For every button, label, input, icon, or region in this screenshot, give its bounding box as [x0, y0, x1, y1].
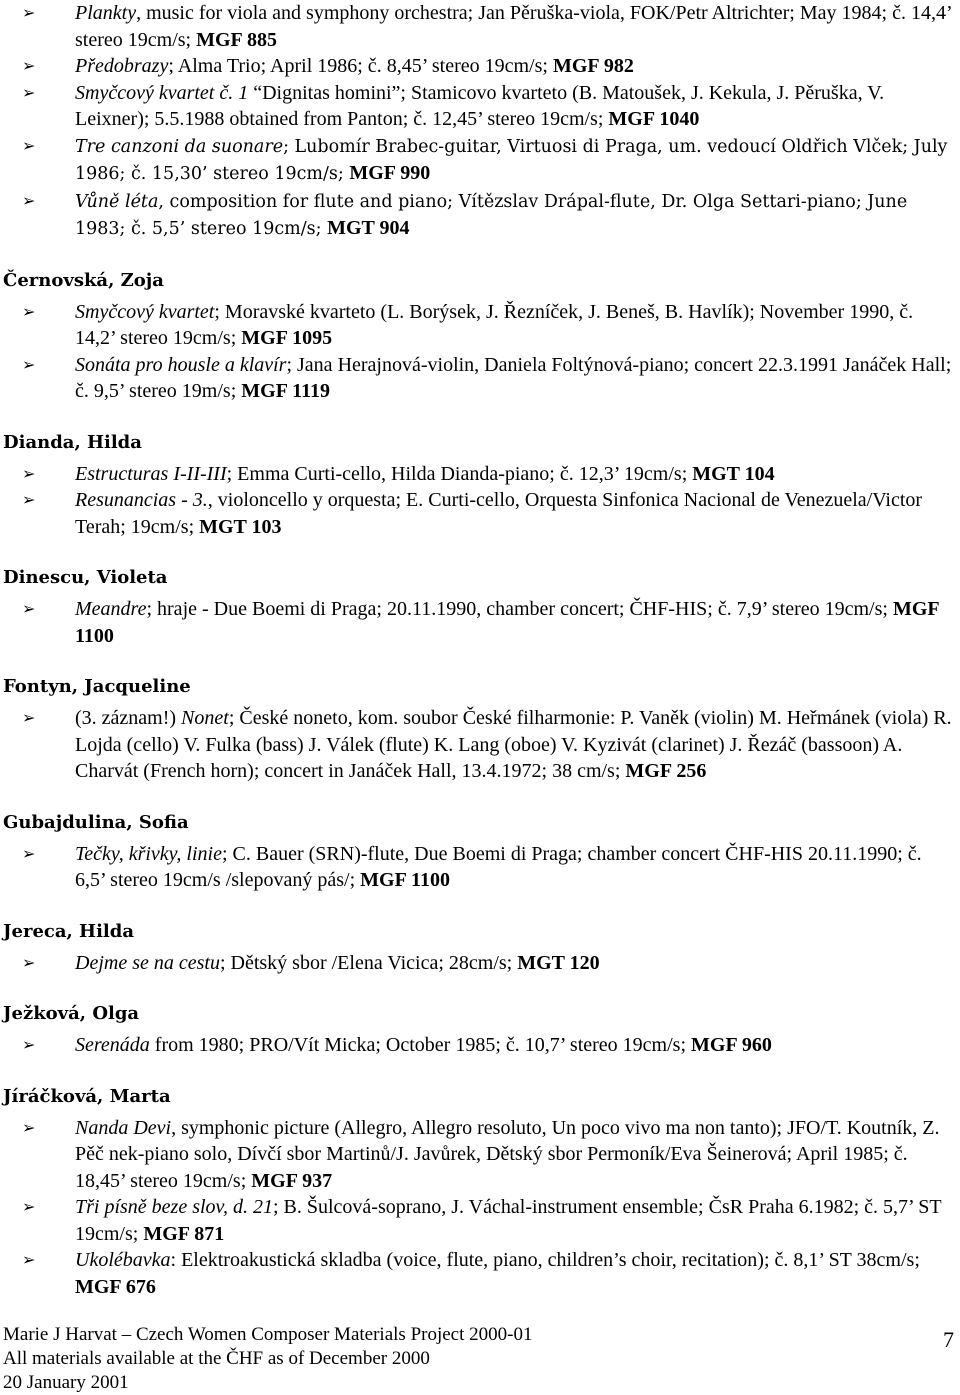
work-title: Smyčcový kvartet č. 1: [75, 81, 249, 104]
work-details: ; Dětský sbor /Elena Vicica; 28cm/s;: [219, 951, 518, 974]
work-title: Předobrazy: [75, 55, 169, 77]
composer-name: Dianda, Hilda: [3, 431, 142, 453]
work-details: , composition for flute and piano; Vítězslav Drápal-flute, Dr. Olga Settari-piano; June 1983; č. 5,5’ stereo 19cm/s;: [75, 191, 908, 239]
footer-availability-line: All materials available at the ČHF as of December 2000: [3, 1348, 430, 1369]
page-number: 7: [943, 1327, 954, 1352]
work-entry: [0, 596, 960, 649]
work-details: ; Emma Curti-cello, Hilda Dianda-piano; č. 12,3’ 19cm/s;: [226, 462, 693, 485]
work-details: ; hraje - Due Boemi di Praga; 20.11.1990, chamber concert; ČHF-HIS; č. 7,9’ stereo 19cm/s;: [146, 598, 893, 620]
work-details: ; B. Šulcová-soprano, J. Váchal-instrument ensemble; ČsR Praha 6.1982; č. 5,7’ ST 19cm/s;: [75, 1196, 942, 1245]
arrow-bullet-icon: ➢: [22, 82, 36, 102]
work-entry: [0, 299, 960, 352]
catalog-number: MGF 960: [691, 1034, 772, 1056]
footer-project-line: Marie J Harvat – Czech Women Composer Materials Project 2000-01: [3, 1324, 533, 1345]
catalog-number: MGF 937: [251, 1169, 333, 1192]
work-entry: [0, 188, 960, 243]
work-details: ; Alma Trio; April 1986; č. 8,45’ stereo 19cm/s;: [168, 55, 553, 77]
arrow-bullet-icon: ➢: [22, 463, 36, 483]
work-entry: [0, 53, 960, 80]
composer-section: [0, 430, 960, 541]
composer-list: [0, 268, 960, 1301]
catalog-number: MGF 1040: [608, 108, 700, 130]
arrow-bullet-icon: ➢: [22, 599, 36, 618]
arrow-bullet-icon: ➢: [22, 490, 36, 509]
work-entry: [0, 1247, 960, 1300]
work-entry: [0, 352, 960, 405]
arrow-bullet-icon: ➢: [22, 301, 36, 321]
composer-name: Dinescu, Violeta: [3, 567, 168, 588]
work-title: Nanda Devi: [75, 1116, 172, 1139]
work-entry: [0, 705, 960, 785]
work-title: Nonet: [181, 707, 229, 729]
composer-section: [0, 565, 960, 649]
composer-name: Černovská, Zoja: [3, 269, 164, 291]
composer-section: [0, 1001, 960, 1059]
work-details: ; Lubomír Brabec-guitar, Virtuosi di Praga, um. vedoucí Oldřich Vlček; July 1986; č. 15,30’ stereo 19cm/s;: [75, 136, 948, 184]
work-entry: [0, 133, 960, 188]
catalog-number: MGF 871: [143, 1222, 225, 1245]
work-details: , music for viola and symphony orchestra; Jan Pěruška-viola, FOK/Petr Altrichter; May 1984; č. 14,4’ stereo 19cm/s;: [75, 2, 952, 51]
work-details: ; C. Bauer (SRN)-flute, Due Boemi di Praga; chamber concert ČHF-HIS 20.11.1990; č. 6,5’ stereo 19cm/s /slepovaný pás/;: [75, 842, 922, 891]
composer-section: [0, 268, 960, 405]
work-entry: [0, 80, 960, 133]
work-details: ; Moravské kvarteto (L. Borýsek, J. Řezníček, J. Beneš, B. Havlík); November 1990, č. 14,2’ stereo 19cm/s;: [75, 300, 914, 349]
catalog-number: MGF 676: [75, 1275, 156, 1298]
arrow-bullet-icon: ➢: [22, 135, 36, 155]
work-entry: [0, 841, 960, 894]
arrow-bullet-icon: ➢: [22, 708, 36, 727]
work-title: Plankty: [75, 2, 137, 24]
work-entry: [0, 1115, 960, 1195]
arrow-bullet-icon: ➢: [22, 3, 36, 22]
catalog-number: MGF 1119: [241, 380, 330, 402]
page-footer: [3, 1323, 958, 1395]
catalog-number: MGF 990: [349, 162, 431, 184]
catalog-number: MGF 982: [552, 55, 634, 77]
work-title: Estructuras I-II-III: [75, 462, 227, 485]
catalog-number: MGT 904: [327, 217, 410, 239]
catalog-number: MGF 1095: [241, 327, 333, 349]
arrow-bullet-icon: ➢: [22, 1035, 36, 1054]
work-entry: [0, 0, 960, 53]
footer-date-line: 20 January 2001: [3, 1372, 129, 1393]
catalog-number: MGF 1100: [360, 869, 450, 891]
work-entry: [0, 487, 960, 540]
arrow-bullet-icon: ➢: [22, 56, 36, 75]
work-details: , violoncello y orquesta; E. Curti-cello, Orquesta Sinfonica Nacional de Venezuela/Victor Terah; 19cm/s;: [75, 489, 923, 538]
arrow-bullet-icon: ➢: [22, 1197, 36, 1216]
work-title: Vůně léta: [75, 191, 159, 212]
work-entry: [0, 461, 960, 488]
work-title: Serenáda: [75, 1034, 150, 1056]
work-title: Resunancias - 3.: [75, 489, 208, 511]
arrow-bullet-icon: ➢: [22, 1117, 36, 1137]
work-entry: [0, 1032, 960, 1059]
composer-name: Fontyn, Jacqueline: [3, 676, 191, 697]
work-entry: [0, 950, 960, 977]
arrow-bullet-icon: ➢: [22, 843, 36, 863]
arrow-bullet-icon: ➢: [22, 1250, 36, 1269]
work-details: from 1980; PRO/Vít Micka; October 1985; č. 10,7’ stereo 19cm/s;: [149, 1034, 692, 1056]
work-prefix: (3. záznam!): [75, 707, 182, 729]
initial-entry-list: [0, 0, 960, 243]
catalog-number: MGT 120: [517, 951, 600, 974]
composer-section: [0, 810, 960, 894]
work-title: Tre canzoni da suonare: [75, 136, 284, 157]
catalog-number: MGF 885: [196, 28, 278, 51]
work-title: Ukolébavka: [75, 1249, 171, 1271]
composer-section: [0, 919, 960, 977]
work-title: Dejme se na cestu: [75, 951, 220, 974]
composer-name: Gubajdulina, Sofia: [3, 811, 189, 833]
arrow-bullet-icon: ➢: [22, 952, 36, 972]
work-title: Tečky, křivky, linie: [75, 842, 222, 865]
composer-section: [0, 674, 960, 785]
work-details: , symphonic picture (Allegro, Allegro resoluto, Un poco vivo ma non tanto); JFO/T. Koutník, Z. Pěč nek-piano solo, Dívčí sbor Martinů/J. Javůrek, Dětský sbor Permoník/Eva Šeinerová; April 1985; č. 18,45’ stereo 19cm/s;: [75, 1116, 940, 1192]
catalog-number: MGT 104: [692, 462, 775, 485]
work-details: “Dignitas homini”; Stamicovo kvarteto (B. Matoušek, J. Kekula, J. Pěruška, V. Leixner); 5.5.1988 obtained from Panton; č. 12,45’ stereo 19cm/s;: [75, 81, 885, 130]
composer-name: Jíráčková, Marta: [3, 1085, 171, 1107]
catalog-number: MGT 103: [199, 515, 282, 538]
work-title: Meandre: [75, 598, 147, 620]
composer-name: Jereca, Hilda: [3, 920, 134, 942]
catalog-number: MGF 1100: [75, 598, 939, 647]
work-details: : Elektroakustická skladba (voice, flute, piano, children’s choir, recitation); č. 8,1’ ST 38cm/s;: [170, 1249, 920, 1271]
work-entry: [0, 1194, 960, 1247]
composer-section: [0, 1084, 960, 1301]
work-title: Tři písně beze slov, d. 21: [75, 1196, 273, 1218]
work-details: ; Jana Herajnová-violin, Daniela Foltýnová-piano; concert 22.3.1991 Janáček Hall; č. 9,5’ stereo 19m/s;: [75, 353, 952, 402]
catalog-number: MGF 256: [625, 760, 707, 782]
work-title: Smyčcový kvartet: [75, 300, 215, 323]
work-title: Sonáta pro housle a klavír: [75, 353, 287, 376]
arrow-bullet-icon: ➢: [22, 354, 36, 374]
composer-name: Ježková, Olga: [3, 1003, 140, 1024]
arrow-bullet-icon: ➢: [22, 190, 36, 210]
work-details: ; České noneto, kom. soubor České filharmonie: P. Vaněk (violin) M. Heřmánek (viola) R. Lojda (cello) V. Fulka (bass) J. Válek (flute) K. Lang (oboe) V. Kyzivát (clarinet) J. Řezáč (bassoon) A. Charvát (French horn); concert in Janáček Hall, 13.4.1972; 38 cm/s;: [75, 707, 952, 782]
